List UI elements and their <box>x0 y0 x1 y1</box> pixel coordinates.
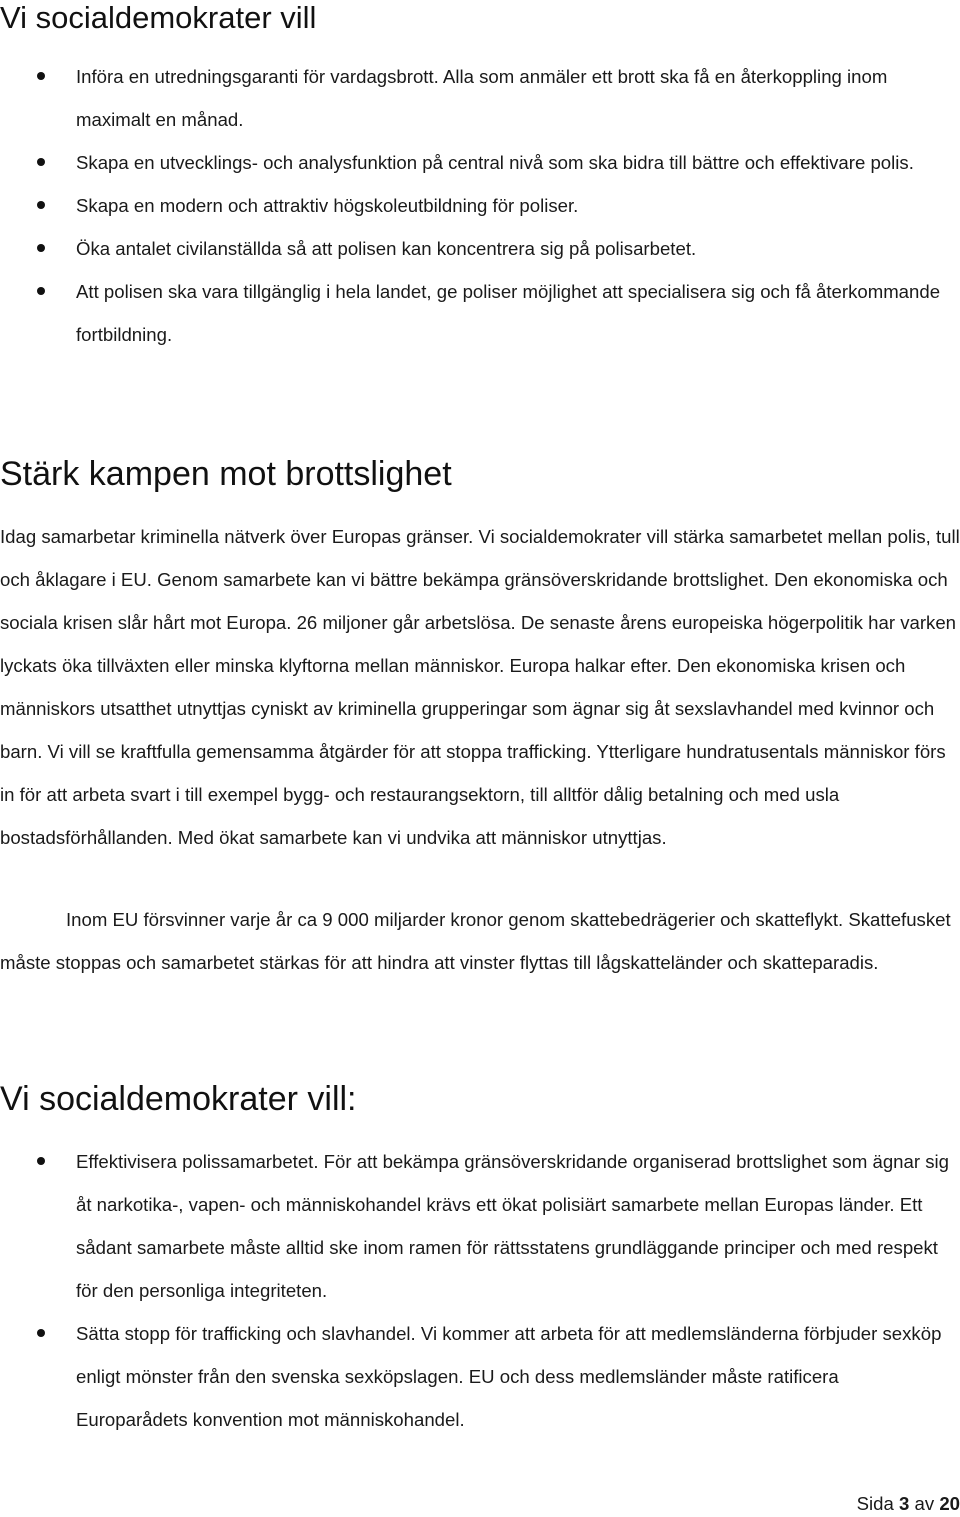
total-page-count: 20 <box>939 1493 960 1514</box>
body-paragraph: Idag samarbetar kriminella nätverk över Europas gränser. Vi socialdemokrater vill stärka samarbetet mellan polis, tull och åklagare i EU. Genom samarbete kan vi bättre bekämpa gränsöverskridande brottslighet. Den ekonomiska och sociala krisen slår hårt mot Europa. 26 miljoner går arbetslösa. De senaste årens europeiska högerpolitik har varken lyckats öka tillväxten eller minska klyftorna mellan människor. Europa halkar efter. Den ekonomiska krisen och människors utsatthet utnyttjas cyniskt av kriminella grupperingar som ägnar sig åt sexslavhandel med kvinnor och barn. Vi vill se kraftfulla gemensamma åtgärder för att stoppa trafficking. Ytterligare hundratusentals människor förs in för att arbeta svart i till exempel bygg- och restaurangsektorn, till alltför dålig betalning och med usla bostadsförhållanden. Med ökat samarbete kan vi undvika att människor utnyttjas. <box>0 526 960 848</box>
page-footer <box>857 1491 960 1517</box>
bullet-icon <box>37 158 45 166</box>
list-item-text: Skapa en modern och attraktiv högskoleutbildning för poliser. <box>76 195 579 216</box>
list-item-text: Skapa en utvecklings- och analysfunktion på central nivå som ska bidra till bättre och effektivare polis. <box>76 152 914 173</box>
current-page-number: 3 <box>898 1493 910 1514</box>
list-item <box>0 141 960 184</box>
list-item-text: Sätta stopp för trafficking och slavhandel. Vi kommer att arbeta för att medlemsländerna förbjuder sexköp enligt mönster från den svenska sexköpslagen. EU och dess medlemsländer måste ratificera Europarådets konvention mot människohandel. <box>76 1323 942 1430</box>
section-heading: Vi socialdemokrater vill: <box>0 1080 357 1118</box>
bullet-icon <box>37 201 45 209</box>
list-item-text: Införa en utredningsgaranti för vardagsbrott. Alla som anmäler ett brott ska få en återkoppling inom maximalt en månad. <box>76 66 888 130</box>
bullet-icon <box>37 1329 45 1337</box>
body-paragraph: Inom EU försvinner varje år ca 9 000 miljarder kronor genom skattebedrägerier och skatteflykt. Skattefusket måste stoppas och samarbetet stärkas för att hindra att vinster flyttas till lågskatteländer och skatteparadis. <box>0 909 951 973</box>
list-item-text: Öka antalet civilanställda så att polisen kan koncentrera sig på polisarbetet. <box>76 238 697 259</box>
list-item <box>0 270 960 356</box>
bullet-icon <box>37 287 45 295</box>
bullet-list <box>0 1140 960 1441</box>
page-separator: av <box>914 1493 935 1514</box>
list-item <box>0 1312 960 1441</box>
list-item <box>0 227 960 270</box>
section-heading: Vi socialdemokrater vill <box>0 0 317 35</box>
bullet-icon <box>37 244 45 252</box>
list-item-text: Att polisen ska vara tillgänglig i hela landet, ge poliser möjlighet att specialisera sig och få återkommande fortbildning. <box>76 281 941 345</box>
bullet-icon <box>37 72 45 80</box>
section-heading: Stärk kampen mot brottslighet <box>0 455 452 493</box>
list-item <box>0 1140 960 1312</box>
bullet-icon <box>37 1157 45 1165</box>
page-label: Sida <box>856 1493 894 1514</box>
list-item <box>0 184 960 227</box>
list-item <box>0 55 960 141</box>
bullet-list <box>0 55 960 356</box>
list-item-text: Effektivisera polissamarbetet. För att bekämpa gränsöverskridande organiserad brottslighet som ägnar sig åt narkotika-, vapen- och människohandel krävs ett ökat polisiärt samarbete mellan Europas länder. Ett sådant samarbete måste alltid ske inom ramen för rättsstatens grundläggande principer och med respekt för den personliga integriteten. <box>76 1151 949 1301</box>
